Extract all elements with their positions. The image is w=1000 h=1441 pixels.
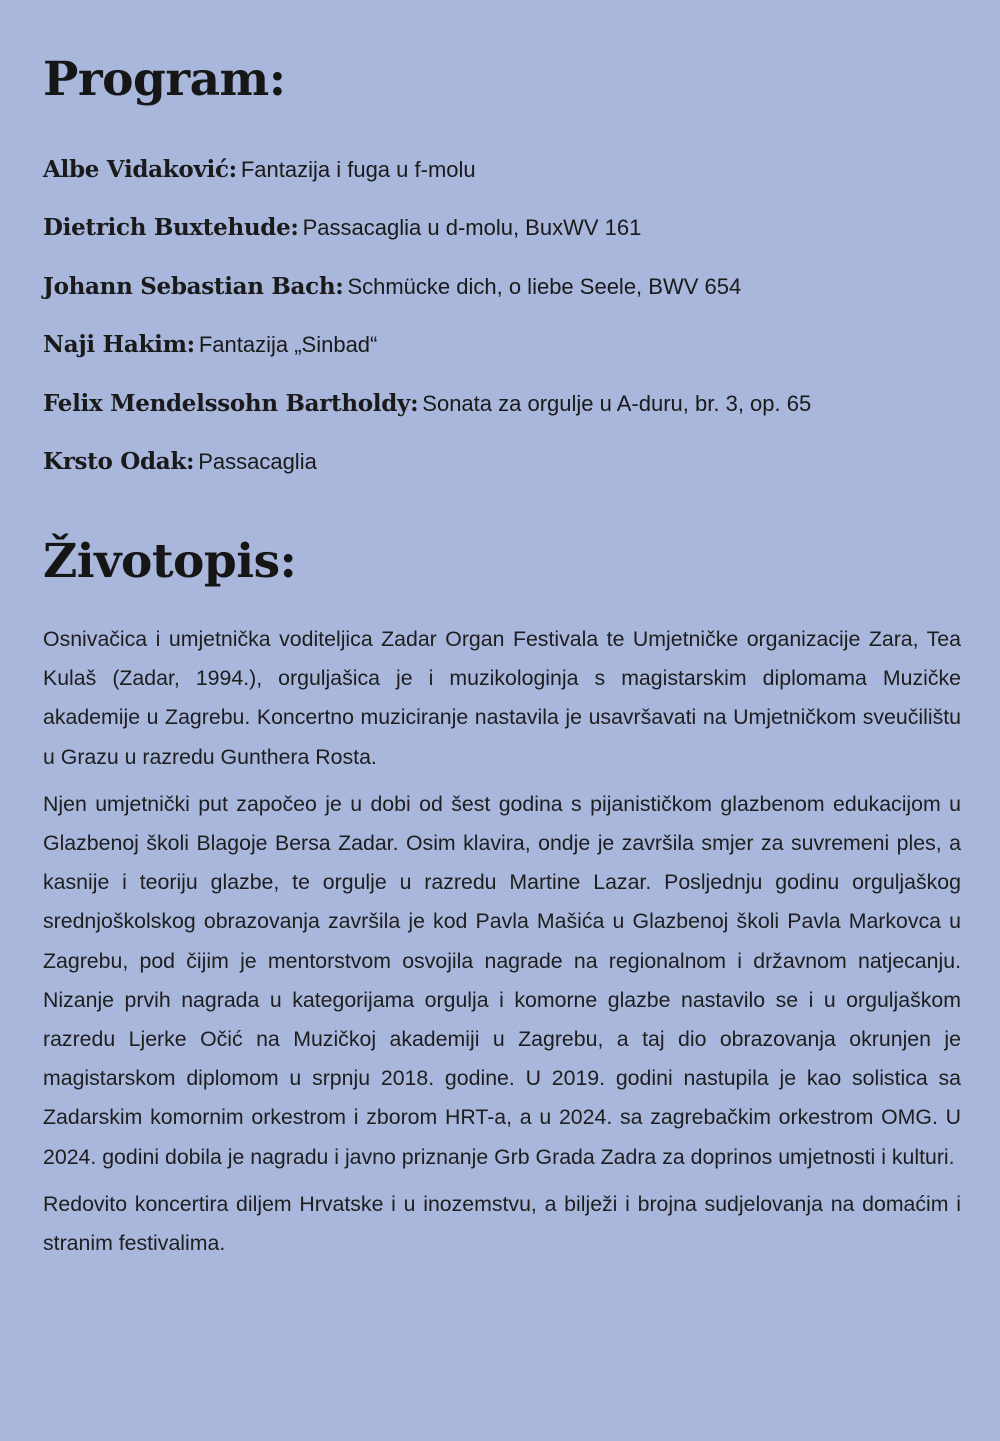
biography-paragraph: Redovito koncertira diljem Hrvatske i u inozemstvu, a bilježi i brojna sudjelovanja na domaćim i stranim festivalima. xyxy=(43,1191,961,1256)
work-title: Passacaglia u d-molu, BuxWV 161 xyxy=(302,215,642,241)
composer-name: Dietrich Buxtehude: xyxy=(43,214,299,242)
biography-text xyxy=(43,620,961,1271)
program-item xyxy=(43,210,961,268)
composer-name: Johann Sebastian Bach: xyxy=(43,272,344,300)
program-heading: Program: xyxy=(43,52,286,107)
biography-heading: Životopis: xyxy=(43,534,297,589)
program-item xyxy=(43,386,961,444)
biography-paragraph: Osnivačica i umjetnička voditeljica Zadar Organ Festivala te Umjetničke organizacije Zara, Tea Kulaš (Zadar, 1994.), orguljašica je i muzikologinja s magistarskim diplomama Muzičke akademije u Zagrebu. Koncertno muziciranje nastavila je usavršavati na Umjetničkom sveučilištu u Grazu u razredu Gunthera Rosta. xyxy=(43,627,961,769)
work-title: Fantazija i fuga u f-molu xyxy=(240,157,476,182)
program-list xyxy=(43,152,961,502)
work-title: Schmücke dich, o liebe Seele, BWV 654 xyxy=(347,273,742,299)
program-item xyxy=(43,327,961,385)
biography-paragraph: Njen umjetnički put započeo je u dobi od šest godina s pijanističkom glazbenom edukacijom u Glazbenoj školi Blagoje Bersa Zadar. Osim klavira, ondje je završila smjer za suvremeni ples, a kasnije i teoriju glazbe, te orgulje u razredu Martine Lazar. Posljednju godinu orguljaškog srednjoškolskog obrazovanja završila je kod Pavla Mašića u Glazbenoj školi Pavla Markovca u Zagrebu, pod čijim je mentorstvom osvojila nagrade na regionalnom i državnom natjecanju. Nizanje prvih nagrada u kategorijama orgulja i komorne glazbe nastavilo se i u orguljaškom razredu Ljerke Očić na Muzičkoj akademiji u Zagrebu, a taj dio obrazovanja okrunjen je magistarskom diplomom u srpnju 2018. godine. U 2019. godini nastupila je kao solistica sa Zadarskim komornim orkestrom i zborom HRT-a, a u 2024. sa zagrebačkim orkestrom OMG. U 2024. godini dobila je nagradu i javno priznanje Grb Grada Zadra za doprinos umjetnosti i kulturi. xyxy=(43,791,961,1169)
program-item xyxy=(43,152,961,210)
composer-name: Albe Vidaković: xyxy=(43,156,237,183)
work-title: Passacaglia xyxy=(198,448,317,474)
composer-name: Krsto Odak: xyxy=(43,447,195,475)
work-title: Sonata za orgulje u A-duru, br. 3, op. 65 xyxy=(422,390,812,416)
composer-name: Felix Mendelssohn Bartholdy: xyxy=(43,389,419,417)
program-item xyxy=(43,269,961,327)
program-item xyxy=(43,444,961,502)
composer-name: Naji Hakim: xyxy=(43,331,195,359)
work-title: Fantazija „Sinbad“ xyxy=(198,332,378,358)
